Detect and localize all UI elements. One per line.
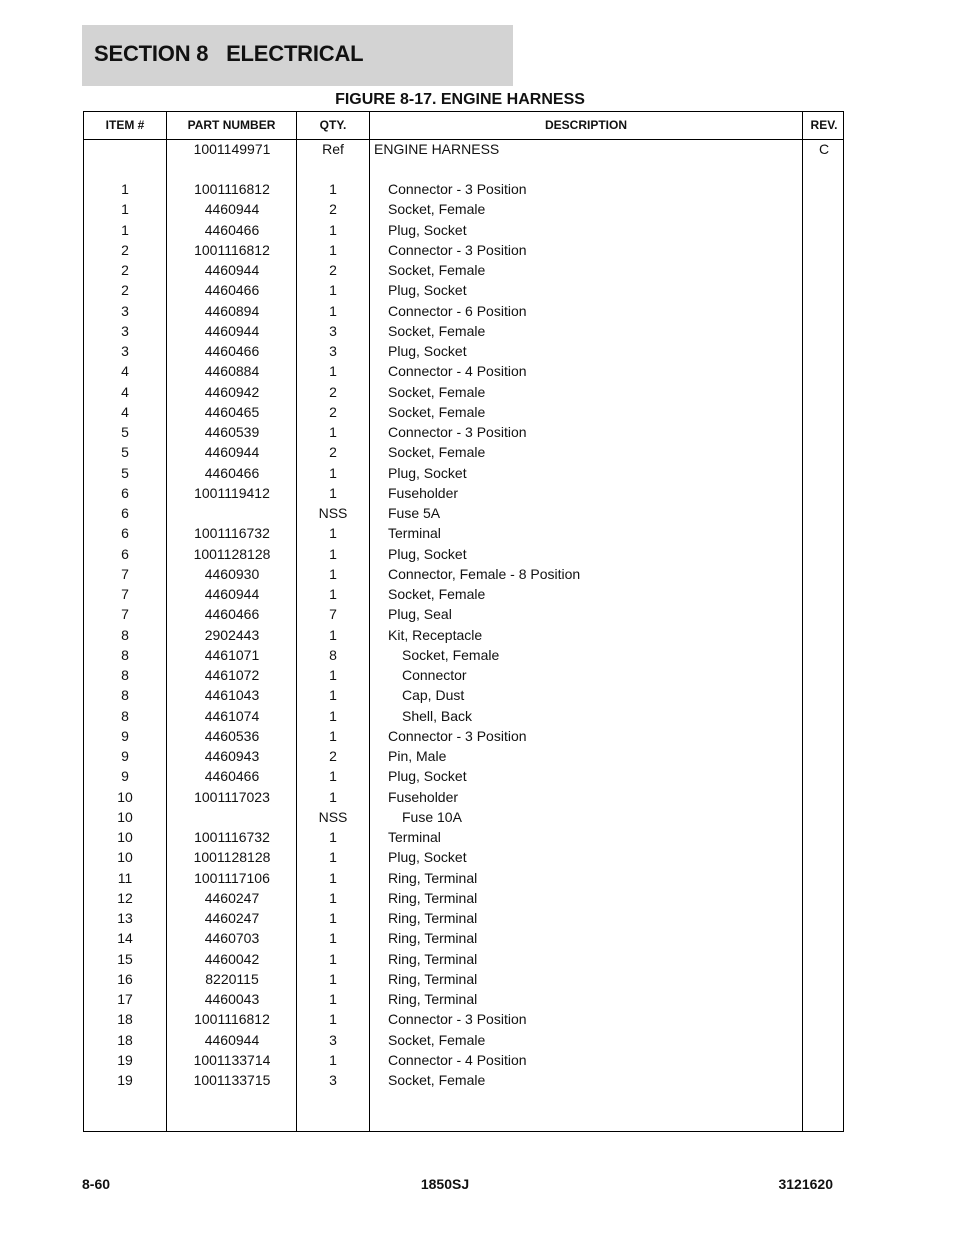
item-number: 5 — [121, 464, 129, 481]
description: Plug, Socket — [388, 768, 467, 785]
description: Connector - 6 Position — [388, 302, 527, 319]
description: Plug, Seal — [388, 606, 452, 623]
quantity: 3 — [329, 1072, 337, 1088]
item-number: 1 — [121, 221, 129, 238]
part-number: 1001116812 — [194, 1011, 270, 1028]
part-number: 4460944 — [204, 444, 260, 461]
quantity: 1 — [329, 1011, 337, 1028]
part-number: 4460536 — [204, 727, 260, 744]
quantity: 1 — [329, 221, 337, 238]
description: Terminal — [388, 829, 441, 845]
table-row — [84, 746, 843, 766]
quantity: 1 — [329, 849, 337, 866]
description: Plug, Socket — [388, 545, 467, 562]
assembly-description: ENGINE HARNESS — [374, 141, 500, 157]
table-row — [84, 1070, 843, 1090]
part-number: 4460466 — [204, 221, 260, 238]
item-number: 6 — [121, 525, 129, 542]
description: Socket, Female — [388, 1031, 486, 1048]
part-number: 4460247 — [204, 889, 260, 906]
item-number: 6 — [121, 505, 129, 521]
description: Ring, Terminal — [388, 910, 478, 926]
footer-model: 1850SJ — [420, 1176, 470, 1192]
part-number: 4460944 — [204, 322, 260, 339]
quantity: 1 — [329, 829, 337, 845]
quantity: 1 — [329, 241, 337, 258]
table-row — [84, 685, 843, 705]
part-number: 4461074 — [204, 707, 260, 724]
description: Fuse 10A — [402, 808, 462, 825]
item-number: 10 — [117, 829, 133, 845]
table-row — [84, 665, 843, 685]
item-number: 18 — [117, 1011, 133, 1028]
quantity: 1 — [329, 302, 337, 319]
description: Socket, Female — [388, 383, 486, 400]
quantity: 7 — [329, 606, 337, 623]
item-number: 4 — [121, 383, 129, 400]
quantity: 1 — [329, 626, 337, 643]
table-row — [84, 544, 843, 564]
table-row — [84, 847, 843, 867]
quantity: 1 — [329, 181, 337, 197]
item-number: 17 — [117, 991, 133, 1007]
part-number: 4460884 — [204, 363, 260, 380]
item-number: 11 — [117, 869, 133, 886]
table-row — [84, 726, 843, 746]
part-number: 4460930 — [204, 565, 260, 582]
quantity: 8 — [329, 646, 337, 663]
quantity: 1 — [329, 565, 337, 582]
table-row — [84, 483, 843, 503]
item-number: 3 — [121, 343, 129, 359]
quantity: 3 — [329, 322, 337, 339]
quantity: 1 — [329, 768, 337, 785]
item-number: 19 — [117, 1051, 133, 1068]
description: Ring, Terminal — [388, 991, 478, 1007]
table-row — [84, 604, 843, 624]
quantity: 1 — [329, 707, 337, 724]
part-number: 1001128128 — [193, 849, 271, 866]
table-row — [84, 989, 843, 1009]
description: Connector - 3 Position — [388, 241, 527, 258]
part-number: 4461043 — [204, 687, 260, 704]
item-number: 10 — [117, 808, 133, 825]
table-row — [84, 888, 843, 908]
quantity: 1 — [329, 788, 337, 805]
quantity: NSS — [318, 505, 348, 521]
table-row — [84, 321, 843, 341]
part-number: 1001133714 — [193, 1051, 271, 1068]
table-row — [84, 908, 843, 928]
item-number: 4 — [121, 403, 129, 420]
table-row — [84, 1030, 843, 1050]
table-row — [84, 584, 843, 604]
description: Ring, Terminal — [388, 930, 478, 947]
assembly-qty: Ref — [322, 141, 344, 157]
table-row — [84, 442, 843, 462]
item-number: 3 — [121, 322, 129, 339]
table-row — [84, 827, 843, 847]
item-number: 16 — [117, 970, 133, 987]
quantity: 1 — [329, 464, 337, 481]
header-item: ITEM # — [105, 118, 145, 132]
item-number: 18 — [117, 1031, 133, 1048]
quantity: 2 — [329, 748, 337, 764]
part-number: 1001133715 — [193, 1072, 271, 1088]
table-row — [84, 402, 843, 422]
quantity: 1 — [329, 525, 337, 542]
part-number: 1001117106 — [194, 869, 270, 886]
description: Connector - 3 Position — [388, 727, 527, 744]
parts-table — [83, 111, 844, 1132]
item-number: 8 — [121, 646, 129, 663]
quantity: 1 — [329, 586, 337, 602]
footer-doc-number: 3121620 — [778, 1176, 833, 1192]
part-number: 4460466 — [204, 768, 260, 785]
item-number: 8 — [121, 707, 129, 724]
quantity: 1 — [329, 484, 337, 501]
table-row — [84, 969, 843, 989]
item-number: 6 — [121, 545, 129, 562]
quantity: 1 — [329, 1051, 337, 1068]
description: Cap, Dust — [402, 687, 465, 704]
item-number: 2 — [121, 262, 129, 278]
table-row — [84, 625, 843, 645]
table-row — [84, 868, 843, 888]
part-number: 1001128128 — [193, 545, 271, 562]
item-number: 9 — [121, 768, 129, 785]
table-row — [84, 949, 843, 969]
quantity: 1 — [329, 930, 337, 947]
description: Fuseholder — [388, 788, 459, 805]
item-number: 14 — [117, 930, 133, 947]
quantity: 1 — [329, 545, 337, 562]
part-number: 4460466 — [204, 282, 260, 299]
table-row — [84, 523, 843, 543]
part-number: 4460465 — [204, 403, 260, 420]
description: Connector — [402, 667, 467, 683]
table-row — [84, 645, 843, 665]
quantity: 1 — [329, 950, 337, 967]
table-row — [84, 807, 843, 827]
description: Plug, Socket — [388, 221, 467, 238]
item-number: 7 — [121, 606, 129, 623]
header-description: DESCRIPTION — [544, 118, 627, 132]
quantity: 1 — [329, 970, 337, 987]
header-qty: QTY. — [319, 118, 347, 132]
part-number: 1001116732 — [194, 525, 270, 542]
table-row — [84, 564, 843, 584]
part-number: 4460466 — [204, 464, 260, 481]
quantity: 1 — [329, 727, 337, 744]
description: Socket, Female — [388, 586, 486, 602]
quantity: 1 — [329, 667, 337, 683]
header-part-number: PART NUMBER — [187, 118, 276, 132]
part-number: 4460944 — [204, 201, 260, 218]
item-number: 6 — [121, 484, 129, 501]
description: Socket, Female — [388, 322, 486, 339]
description: Fuse 5A — [388, 505, 441, 521]
table-row — [84, 787, 843, 807]
description: Connector - 4 Position — [388, 363, 527, 380]
part-number: 4461071 — [204, 646, 260, 663]
part-number: 4460943 — [204, 748, 260, 764]
description: Connector - 3 Position — [388, 424, 527, 440]
description: Ring, Terminal — [388, 889, 478, 906]
table-row — [84, 260, 843, 280]
part-number: 4460944 — [204, 262, 260, 278]
item-number: 3 — [121, 302, 129, 319]
quantity: 1 — [329, 889, 337, 906]
part-number: 1001116732 — [194, 829, 270, 845]
table-row — [84, 341, 843, 361]
item-number: 19 — [117, 1072, 133, 1088]
item-number: 13 — [117, 910, 133, 926]
item-number: 12 — [117, 889, 133, 906]
assembly-rev: C — [818, 141, 830, 157]
table-row — [84, 382, 843, 402]
table-row — [84, 928, 843, 948]
item-number: 7 — [121, 565, 129, 582]
table-row — [84, 301, 843, 321]
description: Socket, Female — [402, 646, 500, 663]
item-number: 10 — [117, 788, 133, 805]
part-number: 4460043 — [204, 991, 260, 1007]
item-number: 2 — [121, 241, 129, 258]
part-number: 1001116812 — [194, 241, 270, 258]
description: Plug, Socket — [388, 849, 467, 866]
footer-page-number: 8-60 — [82, 1176, 111, 1192]
figure-title: FIGURE 8-17. ENGINE HARNESS — [335, 91, 585, 108]
item-number: 1 — [121, 201, 129, 218]
quantity: 1 — [329, 282, 337, 299]
item-number: 15 — [117, 950, 133, 967]
quantity: 3 — [329, 343, 337, 359]
assembly-row — [84, 139, 843, 159]
table-row — [84, 463, 843, 483]
item-number: 9 — [121, 748, 129, 764]
item-number: 9 — [121, 727, 129, 744]
part-number: 4460466 — [204, 343, 260, 359]
description: Ring, Terminal — [388, 869, 478, 886]
item-number: 8 — [121, 667, 129, 683]
description: Connector - 4 Position — [388, 1051, 527, 1068]
part-number: 4460894 — [204, 302, 260, 319]
quantity: 1 — [329, 363, 337, 380]
description: Socket, Female — [388, 262, 486, 278]
table-row — [84, 1009, 843, 1029]
table-row — [84, 766, 843, 786]
quantity: 2 — [329, 403, 337, 420]
quantity: 2 — [329, 383, 337, 400]
description: Plug, Socket — [388, 282, 467, 299]
part-number: 1001116812 — [194, 181, 270, 197]
section-banner — [82, 25, 513, 86]
description: Socket, Female — [388, 444, 486, 461]
item-number: 5 — [121, 444, 129, 461]
part-number: 4460539 — [204, 424, 260, 440]
part-number: 4460466 — [204, 606, 260, 623]
table-row — [84, 280, 843, 300]
quantity: 1 — [329, 910, 337, 926]
part-number: 2902443 — [204, 626, 260, 643]
table-row — [84, 1050, 843, 1070]
description: Connector - 3 Position — [388, 1011, 527, 1028]
description: Shell, Back — [402, 707, 473, 724]
description: Plug, Socket — [388, 464, 467, 481]
part-number: 4460703 — [204, 930, 260, 947]
description: Fuseholder — [388, 484, 459, 501]
quantity: 1 — [329, 424, 337, 440]
item-number: 8 — [121, 687, 129, 704]
table-row — [84, 199, 843, 219]
item-number: 10 — [117, 849, 133, 866]
part-number: 4460944 — [204, 1031, 260, 1048]
header-rev: REV. — [810, 118, 838, 132]
assembly-part-number: 1001149971 — [193, 141, 271, 157]
part-number: 1001119412 — [194, 484, 270, 501]
item-number: 7 — [121, 586, 129, 602]
quantity: 3 — [329, 1031, 337, 1048]
quantity: 1 — [329, 687, 337, 704]
description: Connector, Female - 8 Position — [388, 565, 581, 582]
quantity: 1 — [329, 991, 337, 1007]
description: Connector - 3 Position — [388, 181, 527, 197]
part-number: 8220115 — [205, 970, 259, 987]
table-row — [84, 179, 843, 199]
part-number: 1001117023 — [194, 788, 270, 805]
description: Socket, Female — [388, 403, 486, 420]
item-number: 8 — [121, 626, 129, 643]
table-row — [84, 503, 843, 523]
item-number: 5 — [121, 424, 129, 440]
description: Ring, Terminal — [388, 970, 478, 987]
table-row — [84, 422, 843, 442]
description: Socket, Female — [388, 1072, 486, 1088]
table-row — [84, 240, 843, 260]
description: Pin, Male — [388, 748, 447, 764]
part-number: 4460942 — [204, 383, 260, 400]
part-number: 4460042 — [204, 950, 260, 967]
table-row — [84, 361, 843, 381]
part-number: 4460247 — [204, 910, 260, 926]
table-row — [84, 706, 843, 726]
item-number: 2 — [121, 282, 129, 299]
part-number: 4460944 — [204, 586, 260, 602]
description: Terminal — [388, 525, 441, 542]
quantity: 1 — [329, 869, 337, 886]
description: Ring, Terminal — [388, 950, 478, 967]
table-row — [84, 220, 843, 240]
section-title: SECTION 8 ELECTRICAL — [94, 41, 364, 66]
part-number: 4461072 — [204, 667, 260, 683]
description: Socket, Female — [388, 201, 486, 218]
quantity: 2 — [329, 444, 337, 461]
item-number: 1 — [121, 181, 129, 197]
description: Plug, Socket — [388, 343, 467, 359]
quantity: 2 — [329, 201, 337, 218]
quantity: NSS — [318, 808, 348, 825]
description: Kit, Receptacle — [388, 626, 483, 643]
quantity: 2 — [329, 262, 337, 278]
item-number: 4 — [121, 363, 129, 380]
